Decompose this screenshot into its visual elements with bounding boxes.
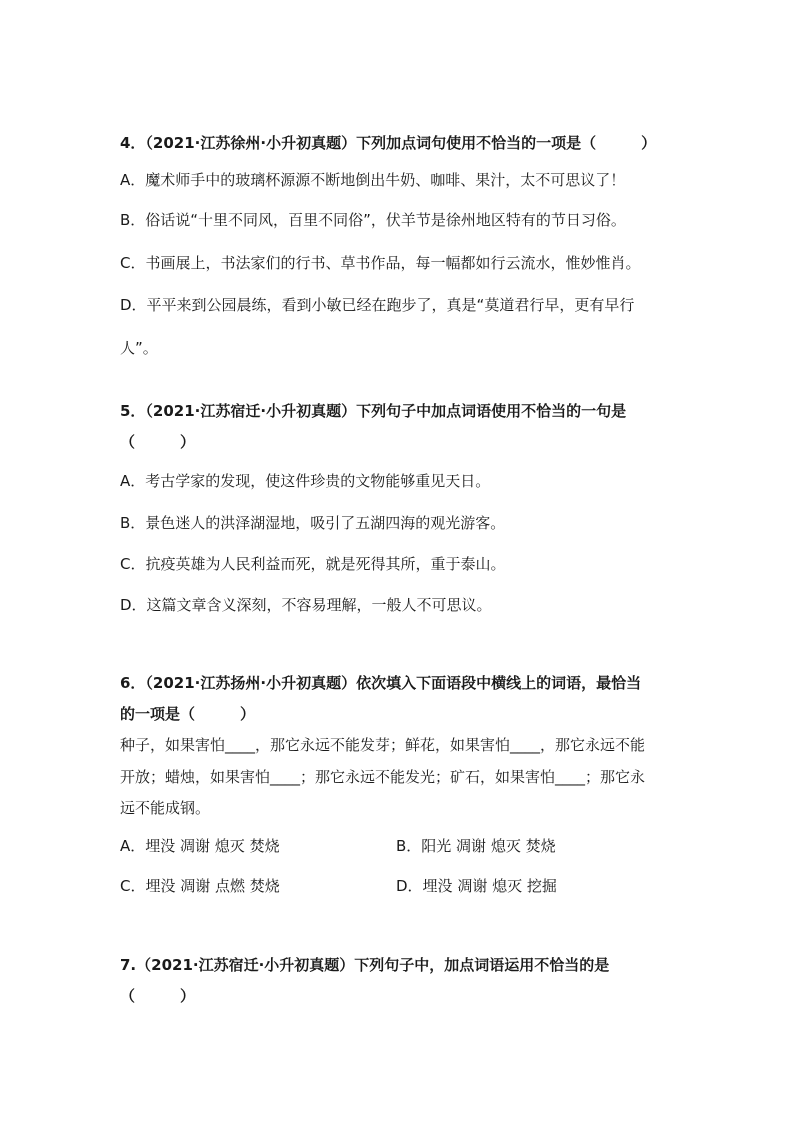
- question-5-option-d: D．这篇文章含义深刻，不容易理解，一般人不可思议。: [120, 596, 492, 614]
- question-6-passage-line-3: 远不能成钢。: [120, 799, 211, 817]
- question-6-passage-line-1: 种子，如果害怕____，那它永远不能发芽；鲜花，如果害怕____，那它永远不能: [120, 736, 646, 754]
- question-6-option-b: B．阳光 凋谢 熄灭 焚烧: [396, 837, 556, 855]
- question-6-option-a: A．埋没 凋谢 熄灭 焚烧: [120, 837, 280, 855]
- question-7-title: 7.（2021·江苏宿迁·小升初真题）下列句子中，加点词语运用不恰当的是: [120, 956, 610, 974]
- question-5-title-cont: （ ）: [120, 433, 196, 451]
- question-5-title: 5．（2021·江苏宿迁·小升初真题）下列句子中加点词语使用不恰当的一句是: [120, 402, 627, 420]
- question-7-title-cont: （ ）: [120, 987, 196, 1005]
- question-6-passage-line-2: 开放；蜡烛，如果害怕____；那它永远不能发光；矿石，如果害怕____；那它永: [120, 768, 646, 786]
- question-4-option-b: B．俗话说“十里不同风，百里不同俗”，伏羊节是徐州地区特有的节日习俗。: [120, 211, 626, 229]
- question-5-option-a: A．考古学家的发现，使这件珍贵的文物能够重见天日。: [120, 472, 491, 490]
- question-4-option-d: D．平平来到公园晨练，看到小敏已经在跑步了，真是“莫道君行早，更有早行: [120, 296, 635, 314]
- question-6-title-cont: 的一项是（ ）: [120, 705, 256, 723]
- question-6-option-c: C．埋没 凋谢 点燃 焚烧: [120, 877, 280, 895]
- question-4-option-d-cont: 人”。: [120, 339, 158, 357]
- question-6-title: 6．（2021·江苏扬州·小升初真题）依次填入下面语段中横线上的词语，最恰当: [120, 674, 642, 692]
- question-6-option-d: D．埋没 凋谢 熄灭 挖掘: [396, 877, 557, 895]
- question-5-option-b: B．景色迷人的洪泽湖湿地，吸引了五湖四海的观光游客。: [120, 514, 506, 532]
- question-4-title: 4．（2021·江苏徐州·小升初真题）下列加点词句使用不恰当的一项是（ ）: [120, 134, 657, 152]
- question-5-option-c: C．抗疫英雄为人民利益而死，就是死得其所，重于泰山。: [120, 555, 506, 573]
- question-4-option-a: A．魔术师手中的玻璃杯源源不断地倒出牛奶、咖啡、果汁，太不可思议了！: [120, 171, 626, 189]
- question-4-option-c: C．书画展上，书法家们的行书、草书作品，每一幅都如行云流水，惟妙惟肖。: [120, 254, 641, 272]
